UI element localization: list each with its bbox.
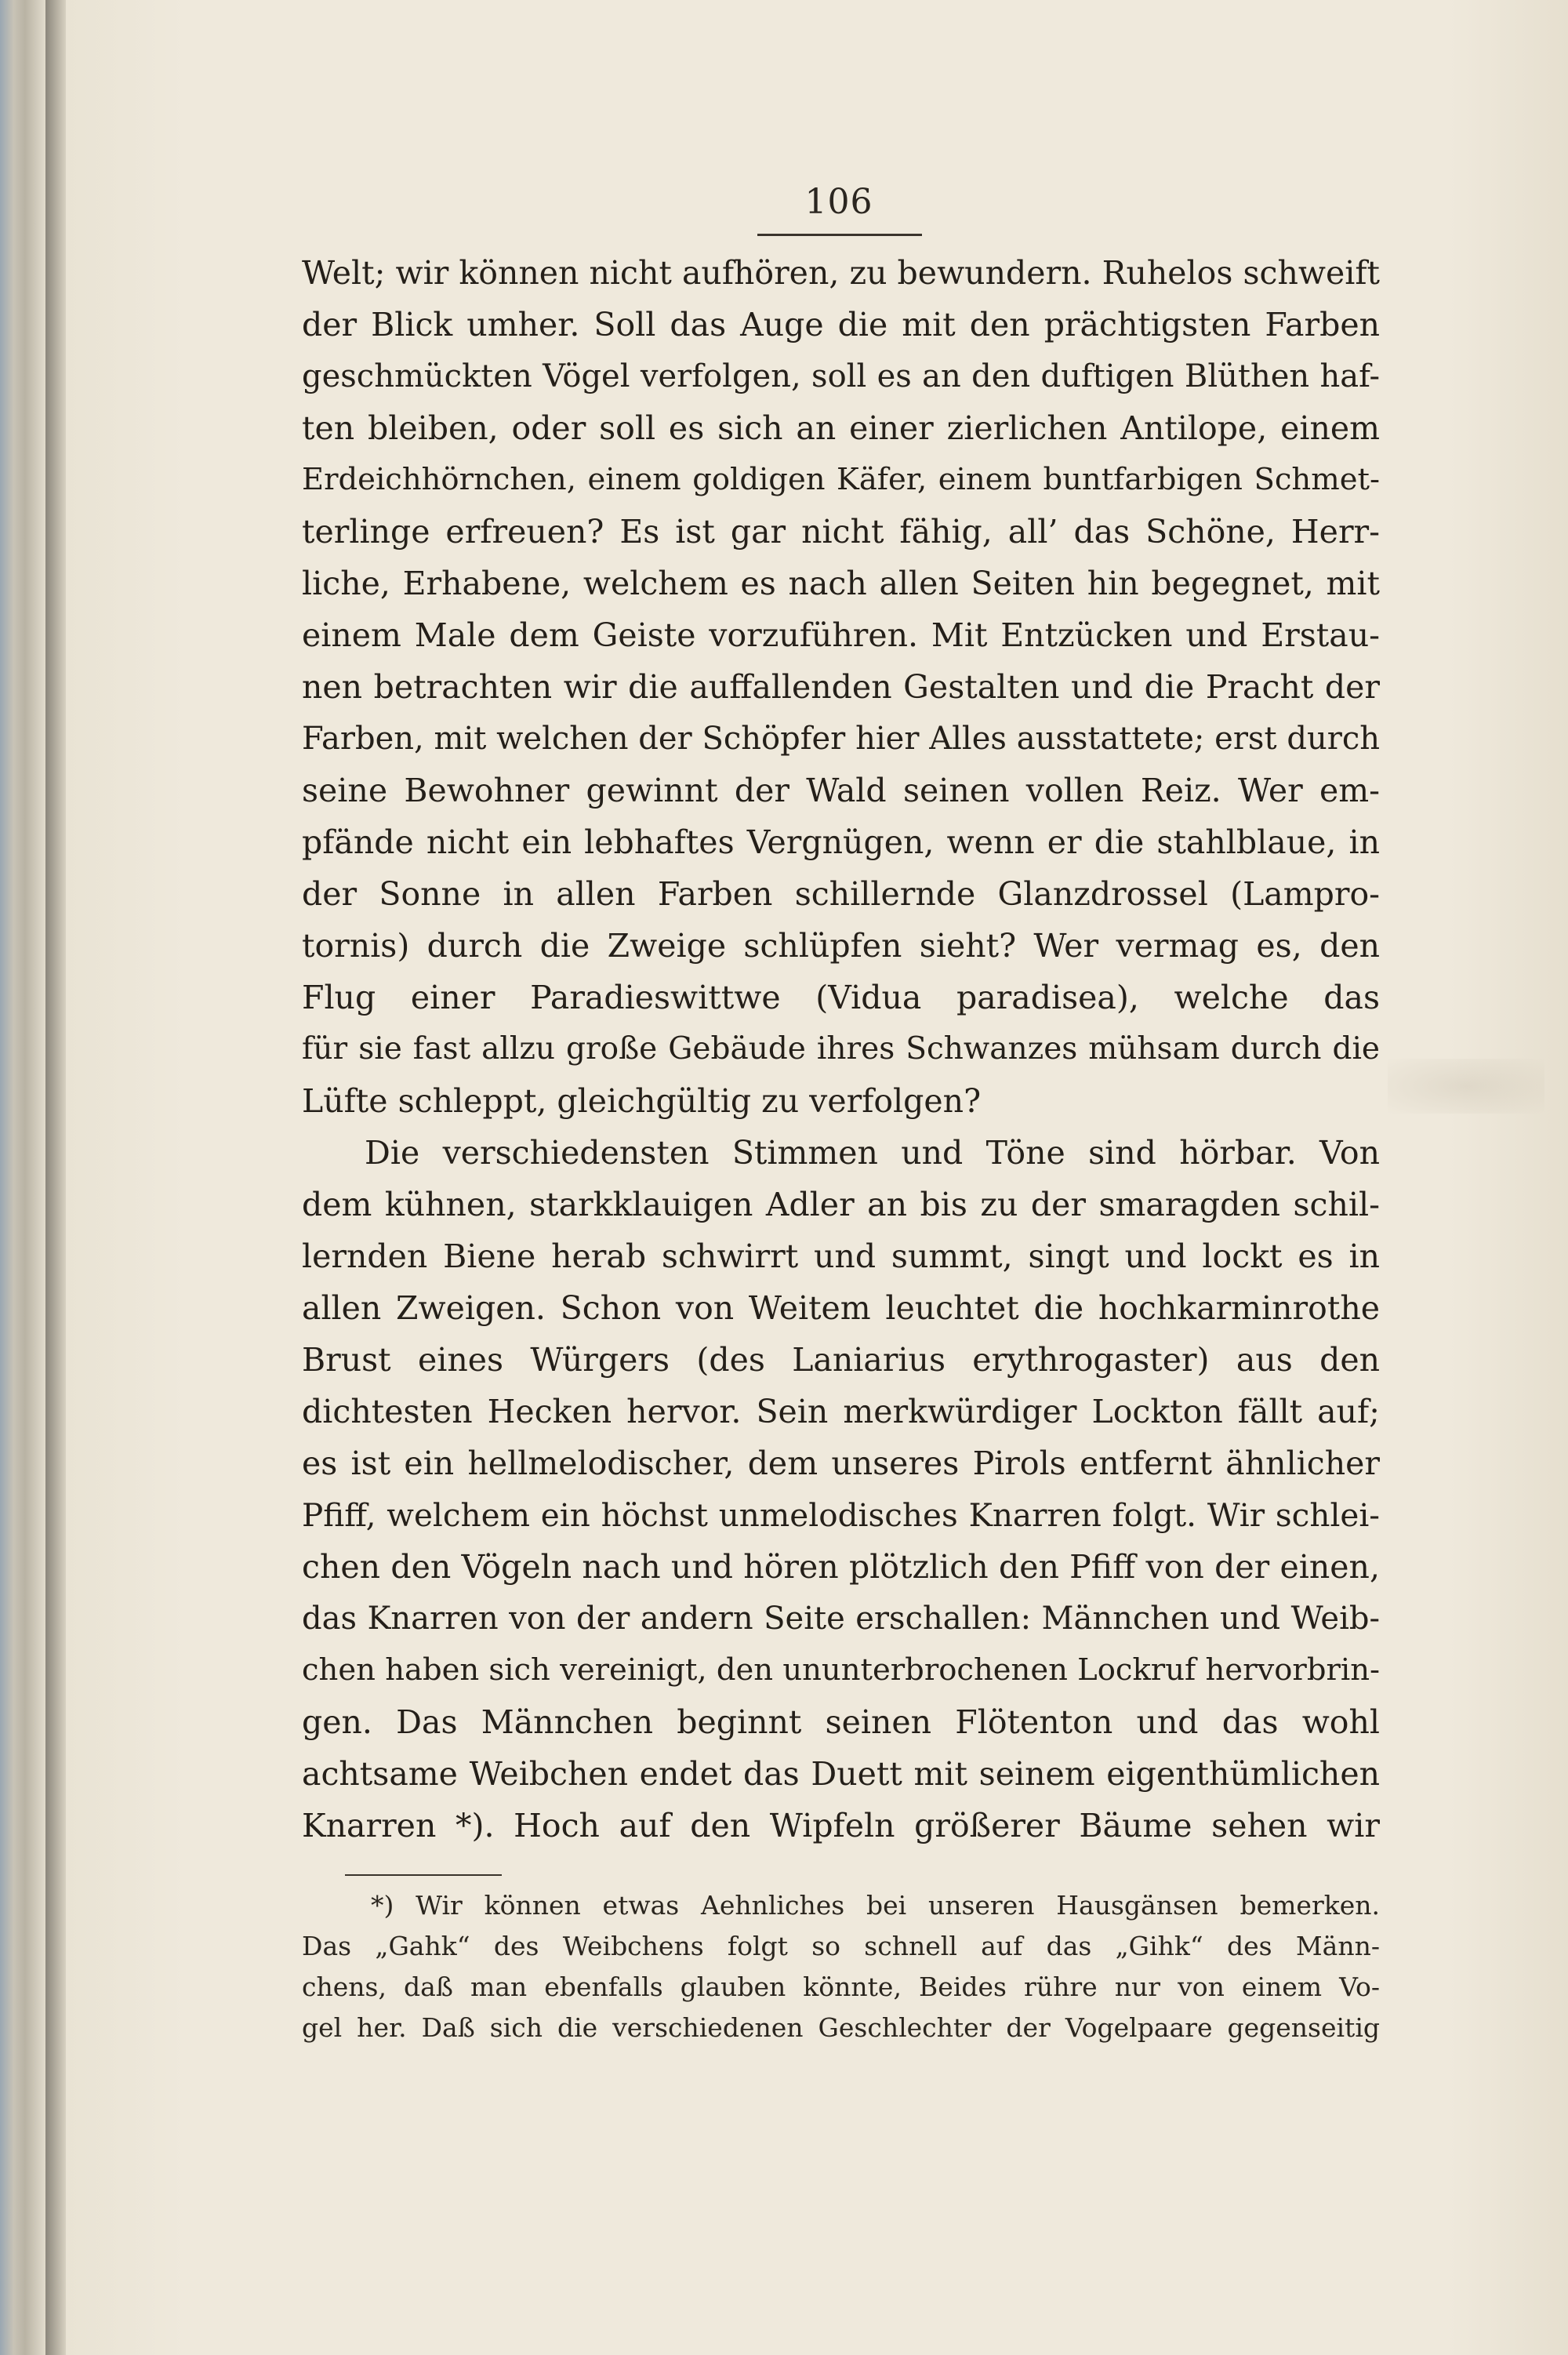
body-line: Farben, mit welchen der Schöpfer hier Alles ausstattete; erst durch — [302, 721, 1380, 757]
body-line: chen haben sich vereinigt, den ununterbrochenen Lockruf hervorbrin- — [302, 1652, 1380, 1688]
page-number-rule — [757, 234, 922, 236]
body-line: lernden Biene herab schwirrt und summt, singt und lockt es in — [302, 1237, 1380, 1275]
body-line: liche, Erhabene, welchem es nach allen Seiten hin begegnet, mit — [302, 565, 1380, 602]
body-line: chen den Vögeln nach und hören plötzlich den Pfiff von der einen, — [302, 1548, 1380, 1586]
body-line: dem kühnen, starkklauigen Adler an bis zu der smaragden schil- — [302, 1186, 1380, 1223]
page-number: 106 — [804, 182, 873, 222]
body-line: Lüfte schleppt, gleichgültig zu verfolgen? — [302, 1082, 982, 1120]
body-line: terlinge erfreuen? Es ist gar nicht fähig, all’ das Schöne, Herr- — [302, 513, 1380, 551]
footnote-line: gel her. Daß sich die verschiedenen Geschlechter der Vogelpaare gegenseitig — [302, 2012, 1380, 2043]
paper-stain — [1388, 1059, 1544, 1114]
body-line: der Blick umher. Soll das Auge die mit den prächtigsten Farben — [302, 306, 1380, 343]
body-line: Die verschiedensten Stimmen und Töne sind hörbar. Von — [365, 1134, 1380, 1172]
body-line: Brust eines Würgers (des Laniarius erythrogaster) aus den — [302, 1341, 1380, 1379]
body-line: Pfiff, welchem ein höchst unmelodisches Knarren folgt. Wir schlei- — [302, 1496, 1380, 1534]
body-line: seine Bewohner gewinnt der Wald seinen vollen Reiz. Wer em- — [302, 772, 1380, 809]
body-line: gen. Das Männchen beginnt seinen Flötenton und das wohl — [302, 1703, 1380, 1741]
body-line: allen Zweigen. Schon von Weitem leuchtet die hochkarminrothe — [302, 1289, 1380, 1327]
book-gutter — [45, 0, 66, 2355]
body-line: es ist ein hellmelodischer, dem unseres Pirols entfernt ähnlicher — [302, 1445, 1380, 1482]
body-line: pfände nicht ein lebhaftes Vergnügen, wenn er die stahlblaue, in — [302, 823, 1380, 861]
body-line: tornis) durch die Zweige schlüpfen sieht? Wer vermag es, den — [302, 927, 1380, 965]
body-line: achtsame Weibchen endet das Duett mit seinem eigenthümlichen — [302, 1755, 1380, 1793]
body-line: einem Male dem Geiste vorzuführen. Mit Entzücken und Erstau- — [302, 616, 1380, 654]
body-line: Welt; wir können nicht aufhören, zu bewundern. Ruhelos schweift — [302, 254, 1380, 292]
footnote-line: Das „Gahk“ des Weibchens folgt so schnell auf das „Gihk“ des Männ- — [302, 1931, 1380, 1961]
adjacent-page-edges — [0, 0, 45, 2355]
footnote-line: *) Wir können etwas Aehnliches bei unseren Hausgänsen bemerken. — [371, 1890, 1380, 1921]
body-line: ten bleiben, oder soll es sich an einer zierlichen Antilope, einem — [302, 409, 1380, 447]
footnote-line: chens, daß man ebenfalls glauben könnte, Beides rühre nur von einem Vo- — [302, 1972, 1380, 2002]
body-line: das Knarren von der andern Seite erschallen: Männchen und Weib- — [302, 1601, 1380, 1637]
body-line: Erdeichhörnchen, einem goldigen Käfer, einem buntfarbigen Schmet- — [302, 462, 1380, 497]
body-line: für sie fast allzu große Gebäude ihres Schwanzes mühsam durch die — [302, 1031, 1380, 1067]
body-line: der Sonne in allen Farben schillernde Glanzdrossel (Lampro- — [302, 875, 1380, 913]
footnote-rule — [345, 1874, 502, 1876]
body-line: Flug einer Paradieswittwe (Vidua paradisea), welche das — [302, 979, 1380, 1016]
body-line: geschmückten Vögel verfolgen, soll es an den duftigen Blüthen haf- — [302, 358, 1380, 394]
body-line: dichtesten Hecken hervor. Sein merkwürdiger Lockton fällt auf; — [302, 1393, 1380, 1430]
body-line: nen betrachten wir die auffallenden Gestalten und die Pracht der — [302, 668, 1380, 706]
body-line: Knarren *). Hoch auf den Wipfeln größerer Bäume sehen wir — [302, 1807, 1380, 1844]
